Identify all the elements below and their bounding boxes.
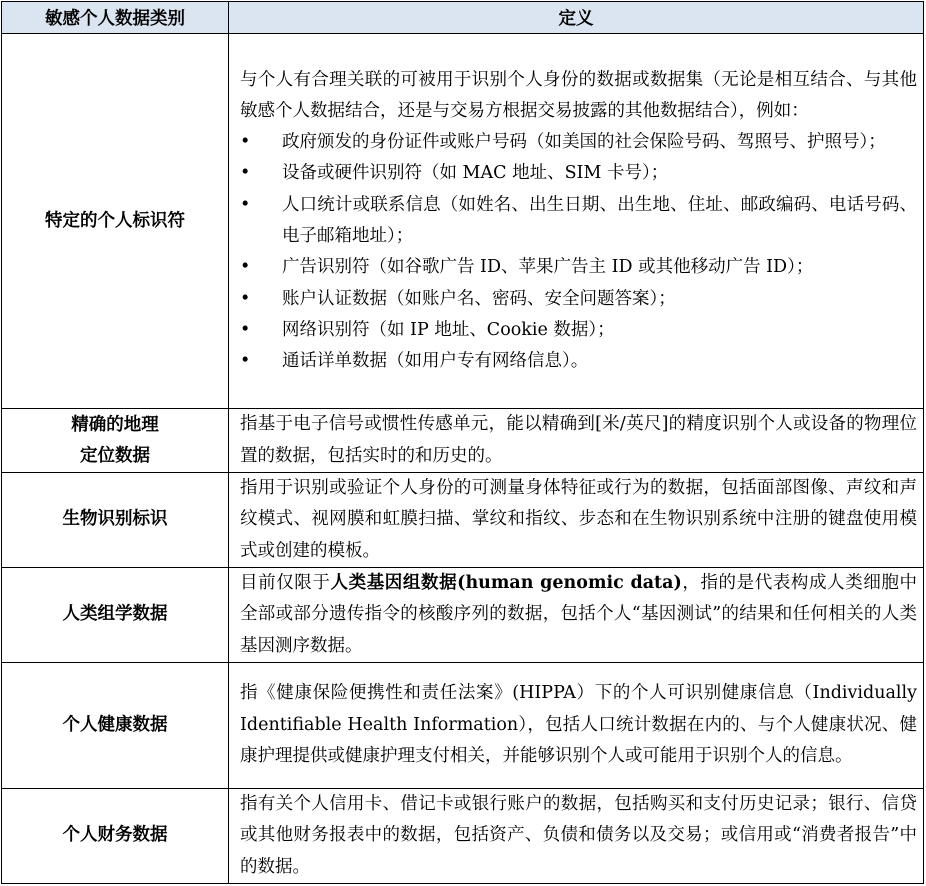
table-header-row	[2, 2, 924, 34]
definition-highlight: 人类基因组数据(human genomic data)	[330, 572, 682, 593]
sensitive-data-table	[1, 1, 924, 884]
list-item: • 设备或硬件识别符（如 MAC 地址、SIM 卡号）；	[240, 158, 917, 189]
table-row	[2, 409, 924, 473]
category-cell: 生物识别标识	[2, 473, 229, 568]
definition-cell	[229, 34, 924, 409]
list-item: • 账户认证数据（如账户名、密码、安全问题答案）；	[240, 284, 917, 315]
header-definition: 定义	[229, 2, 924, 34]
category-cell	[2, 409, 229, 473]
table-row	[2, 788, 924, 883]
list-item: • 通话详单数据（如用户专有网络信息）。	[240, 346, 917, 377]
category-cell: 个人健康数据	[2, 662, 229, 788]
bullet-icon: •	[240, 194, 251, 215]
bullet-icon: •	[240, 288, 251, 309]
definition-intro: 与个人有合理关联的可被用于识别个人身份的数据或数据集（无论是相互结合、与其他敏感个人数据结合，还是与交易方根据交易披露的其他数据结合），例如：	[240, 69, 917, 121]
list-item: • 政府颁发的身份证件或账户号码（如美国的社会保险号码、驾照号、护照号）；	[240, 127, 917, 158]
category-cell: 个人财务数据	[2, 788, 229, 883]
definition-cell: 指用于识别或验证个人身份的可测量身体特征或行为的数据，包括面部图像、声纹和声纹模式、视网膜和虹膜扫描、掌纹和指纹、步态和在生物识别系统中注册的键盘使用模式或创建的模板。	[229, 473, 924, 568]
identifier-list	[240, 127, 917, 377]
category-line: 定位数据	[80, 445, 150, 466]
header-category: 敏感个人数据类别	[2, 2, 229, 34]
category-line: 精确的地理	[71, 414, 159, 435]
table-row	[2, 567, 924, 662]
category-cell: 特定的个人标识符	[2, 34, 229, 409]
list-item: • 人口统计或联系信息（如姓名、出生日期、出生地、住址、邮政编码、电话号码、电子邮箱地址）；	[240, 190, 917, 253]
bullet-icon: •	[240, 257, 251, 278]
category-cell: 人类组学数据	[2, 567, 229, 662]
definition-cell: 指《健康保险便携性和责任法案》(HIPPA）下的个人可识别健康信息（Individually Identifiable Health Information），包括人口统计数据在内的、与个人健康状况、健康护理提供或健康护理支付相关，并能够识别个人或可能用于识别个人的信息。	[229, 662, 924, 788]
bullet-icon: •	[240, 132, 251, 153]
definition-suffix: ，指的是代表构成人类细胞中全部或部分遗传指令的核酸序列的数据，包括个人“基因测试”的结果和任何相关的人类基因测序数据。	[240, 572, 918, 656]
table-row	[2, 662, 924, 788]
bullet-icon: •	[240, 319, 251, 340]
list-item: • 广告识别符（如谷歌广告 ID、苹果广告主 ID 或其他移动广告 ID）；	[240, 252, 917, 283]
definition-prefix: 目前仅限于	[240, 572, 331, 593]
list-item: • 网络识别符（如 IP 地址、Cookie 数据）；	[240, 315, 917, 346]
definition-cell	[229, 567, 924, 662]
definition-cell: 指有关个人信用卡、借记卡或银行账户的数据，包括购买和支付历史记录；银行、信贷或其他财务报表中的数据，包括资产、负债和债务以及交易；或信用或“消费者报告”中的数据。	[229, 788, 924, 883]
table-row	[2, 473, 924, 568]
definition-cell: 指基于电子信号或惯性传感单元，能以精确到[米/英尺]的精度识别个人或设备的物理位置的数据，包括实时的和历史的。	[229, 409, 924, 473]
bullet-icon: •	[240, 351, 251, 372]
bullet-icon: •	[240, 163, 251, 184]
table-row	[2, 34, 924, 409]
